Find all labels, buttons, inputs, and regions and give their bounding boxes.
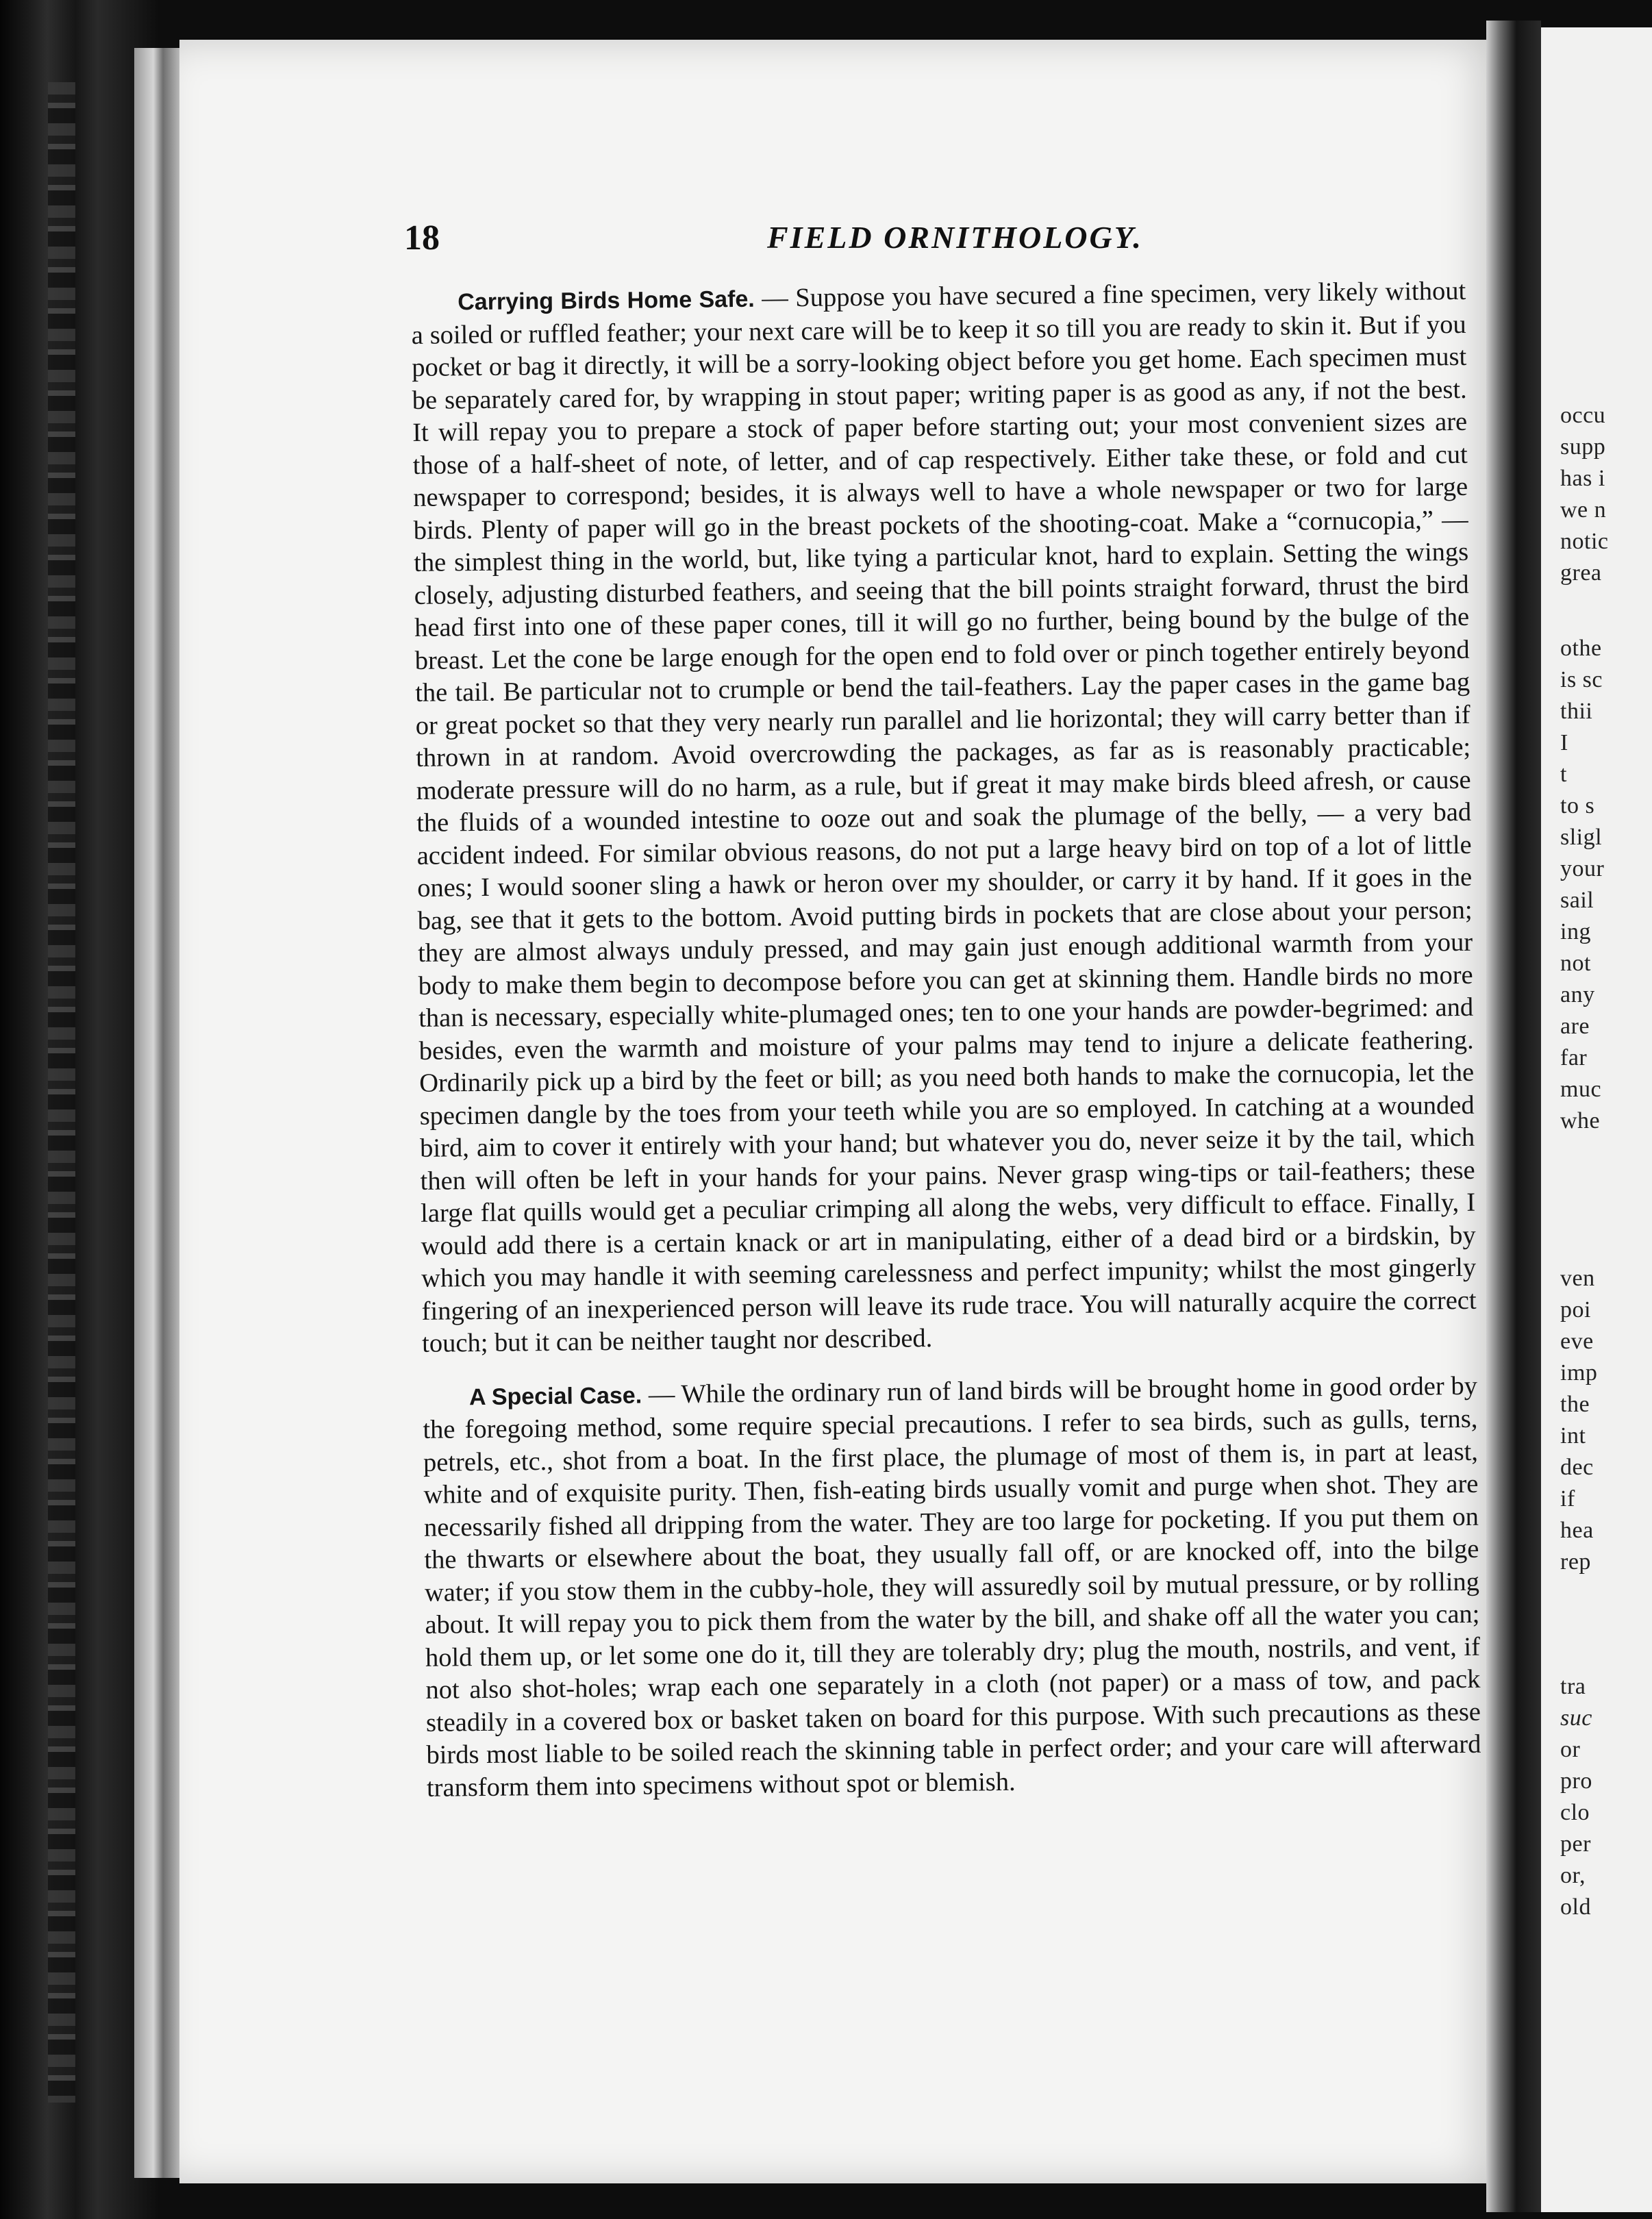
- facing-fragment: imp: [1560, 1360, 1598, 1386]
- facing-fragment: notic: [1560, 529, 1609, 554]
- facing-fragment: any: [1560, 982, 1595, 1007]
- facing-fragment: or: [1560, 1737, 1581, 1762]
- facing-fragment: sligl: [1560, 825, 1603, 850]
- facing-fragment: far: [1560, 1045, 1588, 1070]
- section-heading: A Special Case.: [468, 1382, 642, 1410]
- facing-fragment: occu: [1560, 403, 1606, 428]
- facing-fragment: or,: [1560, 1863, 1586, 1888]
- facing-fragment: I: [1560, 730, 1568, 755]
- facing-fragment: int: [1560, 1423, 1586, 1449]
- facing-fragment: not: [1560, 951, 1591, 976]
- facing-fragment: dec: [1560, 1455, 1594, 1480]
- running-head: [404, 218, 1473, 266]
- facing-fragment: whe: [1560, 1108, 1601, 1133]
- page-number: 18: [404, 218, 440, 258]
- heading-dash: —: [641, 1379, 681, 1409]
- facing-fragment: clo: [1560, 1800, 1590, 1825]
- facing-fragment: rep: [1560, 1549, 1591, 1575]
- facing-fragment: ven: [1560, 1266, 1595, 1291]
- facing-fragment: old: [1560, 1894, 1591, 1920]
- section-body: Suppose you have secured a fine specimen, very likely without a soiled or ruffled feather; your next care will be to keep it so till you are ready to skin it. But if you pocket or bag it directly, it will be a sorry-looking object before you get home. Each specimen must be separately cared for, by wrapping in stout paper; writing paper is as good as any, if not the best. It will repay you to prepare a stock of paper before starting out; your most convenient sizes are those of a half-sheet of note, of letter, and of cap respectively. Either take these, or fold and cut newspaper to correspond; besides, it is always well to have a whole newspaper or two for large birds. Plenty of paper will go in the breast pockets of the shooting-coat. Make a “cornucopia,” — the simplest thing in the world, but, like tying a particular knot, hard to explain. Setting the wings closely, adjusting disturbed feathers, and seeing that the bill points straight forward, thrust the bird head first into one of these paper cones, till it will go no further, being bound by the bulge of the breast. Let the cone be large enough for the open end to fold over or pinch together entirely beyond the tail. Be particular not to crumple or bend the tail-feathers. Lay the paper cases in the game bag or great pocket so that they very nearly run parallel and lie horizontal; they will carry better than if thrown in at random. Avoid overcrowding the packages, as far as is reasonably practicable; moderate pressure will do no harm, as a rule, but if great it may make birds bleed afresh, or cause the fluids of a wounded intestine to ooze out and soak the plumage of the belly, — a very bad accident indeed. For similar obvious reasons, do not put a large heavy bird on top of a lot of little ones; I would sooner sling a hawk or heron over my shoulder, or carry it by hand. If it goes in the bag, see that it gets to the bottom. Avoid putting birds in pockets that are close about your person; they are almost always unduly pressed, and may gain just enough additional warmth from your body to make them begin to decompose before you can get at skinning them. Handle birds no more than is necessary, especially white-plumaged ones; ten to one your hands are powder-begrimed: and besides, even the warmth and moisture of your palms may tend to injure a delicate feathering. Ordinarily pick up a bird by the feet or bill; as you need both hands to make the cornucopia, let the specimen dangle by the toes from your teeth while you are so employed. In catching at a wounded bird, aim to cover it entirely with your hand; but whatever you do, never seize it by the tail, which then will often be left in your hands for your pains. Never grasp wing-tips or tail-feathers; these large flat quills would get a peculiar crimping all along the webs, very difficult to efface. Finally, I would add there is a certain knack or art in manipulating, either of a dead bird or a birdskin, by which you may handle it with seeming carelessness and perfect impunity; whilst the most gingerly fingering of an inexperienced person will leave its rude trace. You will naturally acquire the correct touch; but it can be neither taught nor described.: [411, 276, 1477, 1358]
- facing-fragment: are: [1560, 1014, 1590, 1039]
- facing-fragment: your: [1560, 856, 1605, 881]
- facing-fragment: thii: [1560, 699, 1593, 724]
- facing-fragment: has i: [1560, 466, 1605, 491]
- facing-fragment: tra: [1560, 1674, 1586, 1699]
- section-carrying-birds: [411, 275, 1477, 1361]
- heading-dash: —: [754, 284, 796, 313]
- body-text: [411, 275, 1481, 1805]
- section-body: While the ordinary run of land birds will be brought home in good order by the foregoing method, some require special precautions. I refer to sea birds, such as gulls, terns, petrels, etc., shot from a boat. In the first place, the plumage of most of them is, in part at least, white and of exquisite purity. Then, fish-eating birds usually vomit and purge when shot. They are necessarily fished all dripping from the water. They are too large for pocketing. If you put them on the thwarts or elsewhere about the boat, they usually fall off, or are knocked off, into the bilge water; if you stow them in the cubby-hole, they will assuredly soil by mutual pressure, or by rolling about. It will repay you to pick them from the water by the bill, and shake off all the water you can; hold them up, or let some one do it, till they are tolerably dry; plug the mouth, nostrils, and vent, if not also shot-holes; wrap each one separately in a cloth (not paper) or a mass of tow, and pack steadily in a covered box or basket taken on board for this purpose. With such precautions as these birds most liable to be soiled reach the skinning table in perfect order; and your care will afterward transform them into specimens without spot or blemish.: [423, 1371, 1481, 1803]
- facing-fragment: suc: [1560, 1705, 1592, 1731]
- facing-fragment: ing: [1560, 919, 1591, 944]
- page-stack-edge: [134, 48, 182, 2178]
- section-special-case: [423, 1370, 1481, 1805]
- facing-fragment: is sc: [1560, 667, 1603, 692]
- book-gutter: [1486, 21, 1541, 2212]
- facing-page: [1541, 27, 1652, 2212]
- facing-fragment: sail: [1560, 888, 1594, 913]
- facing-fragment: grea: [1560, 560, 1602, 586]
- facing-fragment: pro: [1560, 1768, 1592, 1794]
- facing-fragment: othe: [1560, 636, 1602, 661]
- facing-fragment: supp: [1560, 434, 1606, 460]
- facing-fragment: the: [1560, 1392, 1590, 1417]
- facing-fragment: eve: [1560, 1329, 1594, 1354]
- facing-fragment: per: [1560, 1831, 1591, 1857]
- facing-fragment: we n: [1560, 497, 1607, 523]
- facing-fragment: to s: [1560, 793, 1595, 818]
- facing-fragment: if: [1560, 1486, 1575, 1512]
- facing-fragment: muc: [1560, 1077, 1602, 1102]
- running-head-title: FIELD ORNITHOLOGY.: [767, 220, 1143, 255]
- section-heading: Carrying Birds Home Safe.: [458, 286, 755, 316]
- facing-fragment: poi: [1560, 1297, 1591, 1322]
- facing-fragment: t: [1560, 762, 1567, 787]
- facing-fragment: hea: [1560, 1518, 1594, 1543]
